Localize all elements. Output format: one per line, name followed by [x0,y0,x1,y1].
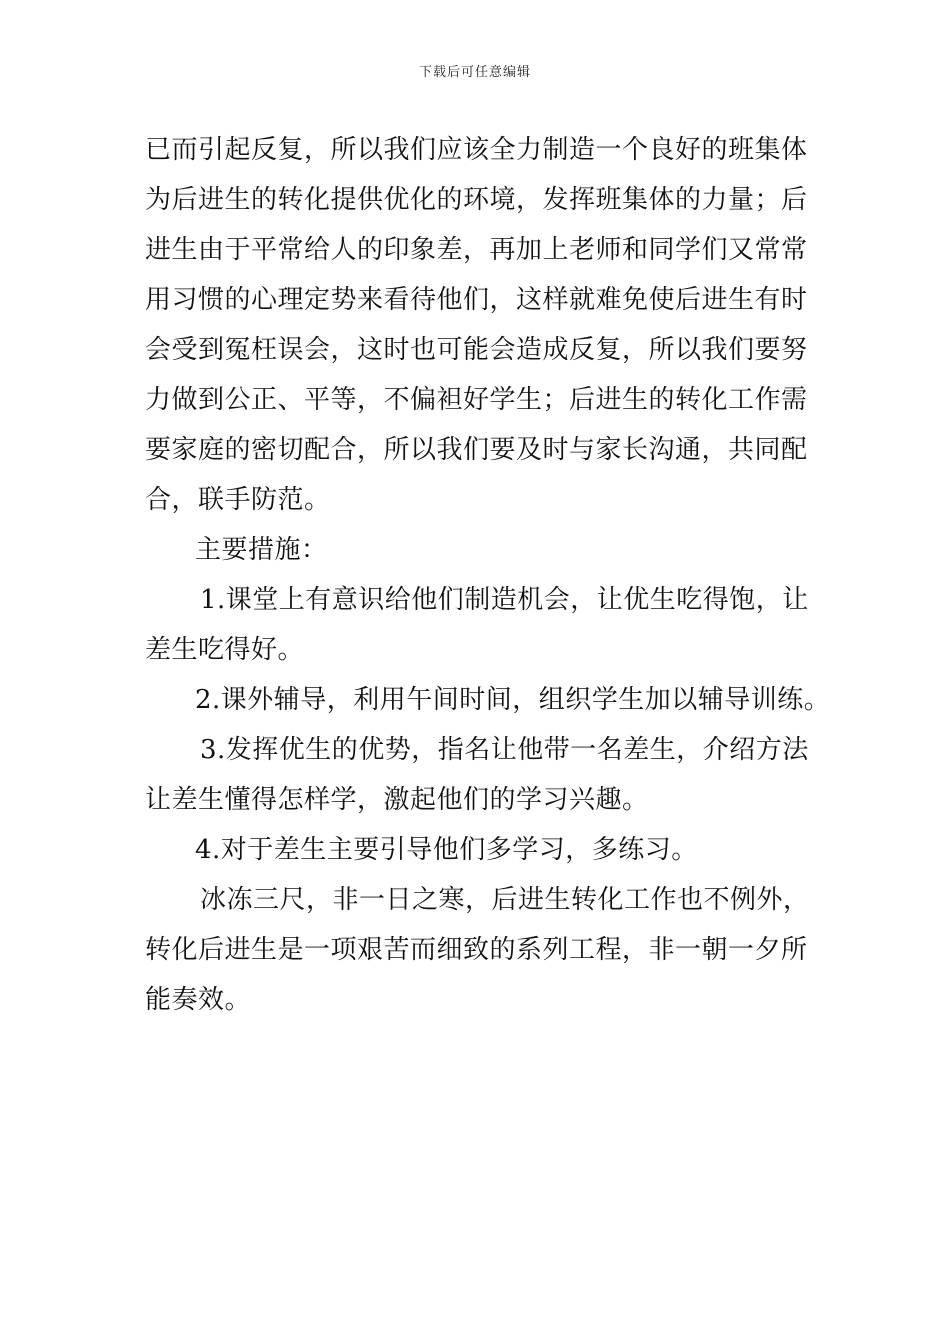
document-body [145,125,831,1025]
body-line-7: 要家庭的密切配合，所以我们要及时与家长沟通，共同配 [145,435,808,465]
body-line-4: 用习惯的心理定势来看待他们，这样就难免使后进生有时 [145,285,808,315]
measure-2: 2.课外辅导，利用午间时间，组织学生加以辅导训练。 [195,685,831,715]
measure-3-line-2: 让差生懂得怎样学，激起他们的学习兴趣。 [145,785,649,815]
measure-1-line-1: 1.课堂上有意识给他们制造机会，让优生吃得饱，让 [200,585,809,615]
closing-line-2: 转化后进生是一项艰苦而细致的系列工程，非一朝一夕所 [145,935,808,965]
closing-line-3: 能奏效。 [145,985,252,1015]
measure-1-line-2: 差生吃得好。 [145,635,305,665]
body-line-1: 已而引起反复，所以我们应该全力制造一个良好的班集体 [145,135,808,165]
body-line-6: 力做到公正、平等，不偏袒好学生；后进生的转化工作需 [145,385,808,415]
page-header: 下载后可任意编辑 [418,65,531,80]
body-line-5: 会受到冤枉误会，这时也可能会造成反复，所以我们要努 [145,335,808,365]
body-line-2: 为后进生的转化提供优化的环境，发挥班集体的力量；后 [145,185,808,215]
measure-3-line-1: 3.发挥优生的优势，指名让他带一名差生，介绍方法 [200,735,809,765]
body-line-3: 进生由于平常给人的印象差，再加上老师和同学们又常常 [145,235,808,265]
measure-4: 4.对于差生主要引导他们多学习，多练习。 [195,835,698,865]
body-line-8: 合，联手防范。 [145,485,331,515]
section-heading-measures: 主要措施： [195,535,328,565]
closing-line-1: 冰冻三尺，非一日之寒，后进生转化工作也不例外， [200,885,810,915]
